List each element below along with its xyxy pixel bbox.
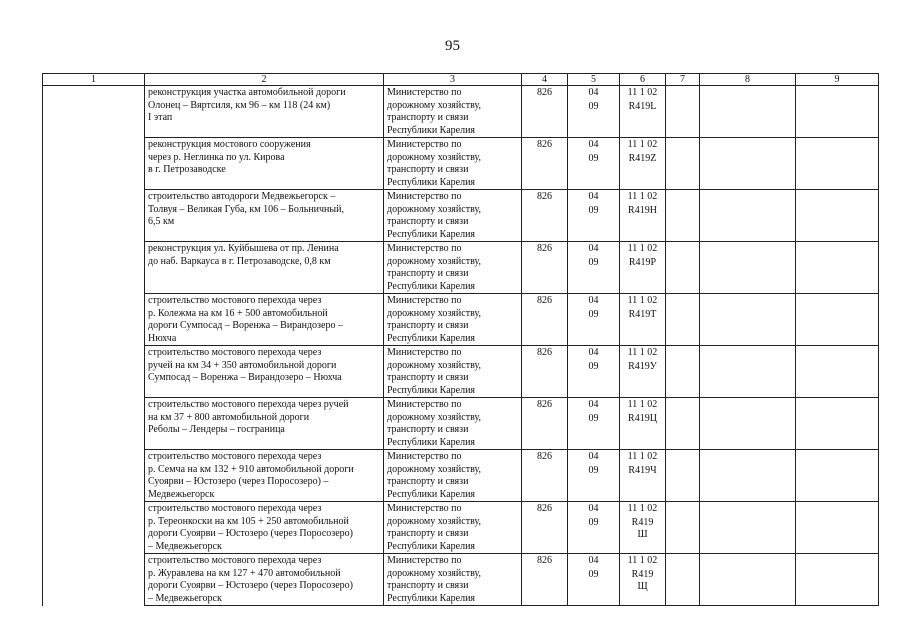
cell-col6 <box>620 554 666 606</box>
cell-description <box>145 346 384 398</box>
cell-col8 <box>700 346 796 398</box>
code-col5-b: 09 <box>588 516 599 528</box>
budget-table <box>42 73 879 606</box>
cell-col8 <box>700 242 796 294</box>
work-description: строительство мостового перехода через ручей на км 37 + 800 автомобильной дороги Реболы – Лендеры – госграница <box>148 399 349 435</box>
cell-col8 <box>700 502 796 554</box>
header-cell: 6 <box>620 74 666 86</box>
code-col4: 826 <box>537 399 552 410</box>
cell-col9 <box>796 242 879 294</box>
cell-col4 <box>522 294 568 346</box>
cell-col4 <box>522 554 568 606</box>
cell-col6 <box>620 138 666 190</box>
code-col5-a: 04 <box>588 139 599 150</box>
cell-col6 <box>620 242 666 294</box>
code-col5-b: 09 <box>588 464 599 476</box>
cell-organization <box>384 502 522 554</box>
header-row <box>43 74 879 86</box>
code-col5-a: 04 <box>588 555 599 566</box>
cell-col4 <box>522 502 568 554</box>
cell-col1 <box>43 242 145 294</box>
cell-col1 <box>43 398 145 450</box>
code-col4: 826 <box>537 139 552 150</box>
code-col5-b: 09 <box>588 204 599 216</box>
work-description: строительство мостового перехода через ручей на км 34 + 350 автомобильной дороги Сумпосад – Воренжа – Вирандозеро – Нюхча <box>148 347 342 383</box>
table-row <box>43 554 879 606</box>
code-col6-a: 11 1 02 <box>627 347 658 358</box>
cell-col5 <box>568 86 620 138</box>
cell-col1 <box>43 294 145 346</box>
organization-name: Министерство по дорожному хозяйству, транспорту и связи Республики Карелия <box>387 243 481 292</box>
code-col5-b: 09 <box>588 100 599 112</box>
cell-col9 <box>796 86 879 138</box>
code-col4: 826 <box>537 503 552 514</box>
code-col5-a: 04 <box>588 87 599 98</box>
header-cell: 8 <box>700 74 796 86</box>
code-col5-b: 09 <box>588 360 599 372</box>
cell-col9 <box>796 398 879 450</box>
cell-description <box>145 242 384 294</box>
header-cell: 9 <box>796 74 879 86</box>
cell-col9 <box>796 190 879 242</box>
cell-description <box>145 398 384 450</box>
code-col4: 826 <box>537 451 552 462</box>
cell-organization <box>384 398 522 450</box>
code-col5-a: 04 <box>588 503 599 514</box>
code-col5-a: 04 <box>588 451 599 462</box>
cell-col8 <box>700 138 796 190</box>
code-col6-b: R419 Щ <box>631 568 654 592</box>
code-col6-a: 11 1 02 <box>627 555 658 566</box>
table-row <box>43 450 879 502</box>
page-number: 95 <box>445 38 460 54</box>
cell-col6 <box>620 294 666 346</box>
cell-col5 <box>568 398 620 450</box>
code-col5-a: 04 <box>588 295 599 306</box>
code-col6-b: R419Ч <box>628 464 657 476</box>
cell-organization <box>384 554 522 606</box>
code-col4: 826 <box>537 555 552 566</box>
code-col5-b: 09 <box>588 152 599 164</box>
cell-col1 <box>43 190 145 242</box>
code-col5-a: 04 <box>588 243 599 254</box>
cell-col4 <box>522 86 568 138</box>
cell-col1 <box>43 554 145 606</box>
table-row <box>43 398 879 450</box>
cell-organization <box>384 450 522 502</box>
cell-col4 <box>522 398 568 450</box>
cell-col8 <box>700 450 796 502</box>
code-col4: 826 <box>537 87 552 98</box>
work-description: строительство автодороги Медвежьегорск – Толвуя – Великая Губа, км 106 – Больничный, 6,5 км <box>148 191 344 227</box>
cell-col5 <box>568 554 620 606</box>
organization-name: Министерство по дорожному хозяйству, транспорту и связи Республики Карелия <box>387 191 481 240</box>
cell-col9 <box>796 294 879 346</box>
code-col5-b: 09 <box>588 412 599 424</box>
cell-description <box>145 190 384 242</box>
cell-col1 <box>43 346 145 398</box>
code-col5-b: 09 <box>588 568 599 580</box>
code-col6-a: 11 1 02 <box>627 399 658 410</box>
cell-col4 <box>522 190 568 242</box>
cell-col8 <box>700 294 796 346</box>
work-description: реконструкция ул. Куйбышева от пр. Ленина до наб. Варкауса в г. Петрозаводске, 0,8 км <box>148 243 339 267</box>
cell-col5 <box>568 346 620 398</box>
cell-description <box>145 138 384 190</box>
table-row <box>43 294 879 346</box>
cell-col7 <box>666 294 700 346</box>
code-col6-a: 11 1 02 <box>627 191 658 202</box>
cell-col5 <box>568 502 620 554</box>
cell-col6 <box>620 190 666 242</box>
header-cell: 1 <box>43 74 145 86</box>
cell-col5 <box>568 138 620 190</box>
code-col6-b: R419P <box>628 256 657 268</box>
work-description: строительство мостового перехода через р. Журавлева на км 127 + 470 автомобильной дороги Суоярви – Юстозеро (через Поросозеро) – Медвежьегорск <box>148 555 353 604</box>
cell-col8 <box>700 554 796 606</box>
cell-col4 <box>522 450 568 502</box>
cell-description <box>145 86 384 138</box>
header-cell: 7 <box>666 74 700 86</box>
code-col4: 826 <box>537 191 552 202</box>
cell-col7 <box>666 190 700 242</box>
cell-col7 <box>666 398 700 450</box>
work-description: строительство мостового перехода через р. Тереонкоски на км 105 + 250 автомобильной дороги Суоярви – Юстозеро (через Поросозеро) – Медвежьегорск <box>148 503 353 552</box>
cell-organization <box>384 138 522 190</box>
cell-col1 <box>43 138 145 190</box>
cell-col8 <box>700 86 796 138</box>
code-col6-a: 11 1 02 <box>627 87 658 98</box>
work-description: строительство мостового перехода через р. Колежма на км 16 + 500 автомобильной дороги Сумпосад – Воренжа – Вирандозеро – Нюхча <box>148 295 343 344</box>
work-description: строительство мостового перехода через р. Семча на км 132 + 910 автомобильной дороги Суоярви – Юстозеро (через Поросозеро) – Медвежьегорск <box>148 451 354 500</box>
cell-col7 <box>666 502 700 554</box>
organization-name: Министерство по дорожному хозяйству, транспорту и связи Республики Карелия <box>387 555 481 604</box>
cell-description <box>145 554 384 606</box>
cell-organization <box>384 242 522 294</box>
cell-col9 <box>796 502 879 554</box>
cell-col5 <box>568 450 620 502</box>
header-cell: 5 <box>568 74 620 86</box>
code-col6-b: R419 Ш <box>631 516 654 540</box>
cell-col6 <box>620 502 666 554</box>
code-col6-b: R419T <box>628 308 657 320</box>
organization-name: Министерство по дорожному хозяйству, транспорту и связи Республики Карелия <box>387 139 481 188</box>
cell-col5 <box>568 242 620 294</box>
cell-col7 <box>666 86 700 138</box>
table-row <box>43 346 879 398</box>
cell-col6 <box>620 346 666 398</box>
cell-col4 <box>522 138 568 190</box>
organization-name: Министерство по дорожному хозяйству, транспорту и связи Республики Карелия <box>387 87 481 136</box>
organization-name: Министерство по дорожному хозяйству, транспорту и связи Республики Карелия <box>387 399 481 448</box>
cell-organization <box>384 86 522 138</box>
cell-col1 <box>43 502 145 554</box>
code-col6-b: R419L <box>628 100 657 112</box>
work-description: реконструкция мостового сооружения через р. Неглинка по ул. Кирова в г. Петрозаводске <box>148 139 311 175</box>
code-col5-a: 04 <box>588 347 599 358</box>
code-col6-a: 11 1 02 <box>627 451 658 462</box>
cell-col7 <box>666 554 700 606</box>
code-col6-b: R419Ц <box>628 412 657 424</box>
code-col6-a: 11 1 02 <box>627 243 658 254</box>
code-col6-b: R419Z <box>628 152 657 164</box>
code-col6-a: 11 1 02 <box>627 295 658 306</box>
cell-col9 <box>796 138 879 190</box>
table-row <box>43 86 879 138</box>
table-row <box>43 190 879 242</box>
cell-description <box>145 294 384 346</box>
table-row <box>43 138 879 190</box>
code-col6-a: 11 1 02 <box>627 503 658 514</box>
cell-col1 <box>43 450 145 502</box>
cell-col8 <box>700 190 796 242</box>
code-col5-a: 04 <box>588 191 599 202</box>
organization-name: Министерство по дорожному хозяйству, транспорту и связи Республики Карелия <box>387 451 481 500</box>
work-description: реконструкция участка автомобильной дороги Олонец – Вяртсиля, км 96 – км 118 (24 км) I этап <box>148 87 346 123</box>
organization-name: Министерство по дорожному хозяйству, транспорту и связи Республики Карелия <box>387 347 481 396</box>
code-col4: 826 <box>537 295 552 306</box>
header-cell: 4 <box>522 74 568 86</box>
organization-name: Министерство по дорожному хозяйству, транспорту и связи Республики Карелия <box>387 295 481 344</box>
cell-col7 <box>666 138 700 190</box>
cell-col5 <box>568 294 620 346</box>
cell-col6 <box>620 450 666 502</box>
cell-organization <box>384 346 522 398</box>
cell-col8 <box>700 398 796 450</box>
code-col4: 826 <box>537 347 552 358</box>
cell-col1 <box>43 86 145 138</box>
cell-col6 <box>620 398 666 450</box>
cell-description <box>145 450 384 502</box>
code-col6-b: R419У <box>628 360 657 372</box>
cell-col4 <box>522 242 568 294</box>
table-row <box>43 242 879 294</box>
cell-col7 <box>666 450 700 502</box>
cell-col7 <box>666 346 700 398</box>
cell-col4 <box>522 346 568 398</box>
cell-col9 <box>796 346 879 398</box>
code-col5-b: 09 <box>588 308 599 320</box>
code-col5-a: 04 <box>588 399 599 410</box>
cell-col7 <box>666 242 700 294</box>
cell-organization <box>384 294 522 346</box>
cell-col9 <box>796 450 879 502</box>
cell-col5 <box>568 190 620 242</box>
code-col4: 826 <box>537 243 552 254</box>
code-col6-a: 11 1 02 <box>627 139 658 150</box>
header-cell: 2 <box>145 74 384 86</box>
header-cell: 3 <box>384 74 522 86</box>
cell-col6 <box>620 86 666 138</box>
cell-col9 <box>796 554 879 606</box>
cell-organization <box>384 190 522 242</box>
organization-name: Министерство по дорожному хозяйству, транспорту и связи Республики Карелия <box>387 503 481 552</box>
code-col5-b: 09 <box>588 256 599 268</box>
table-row <box>43 502 879 554</box>
code-col6-b: R419H <box>628 204 657 216</box>
cell-description <box>145 502 384 554</box>
